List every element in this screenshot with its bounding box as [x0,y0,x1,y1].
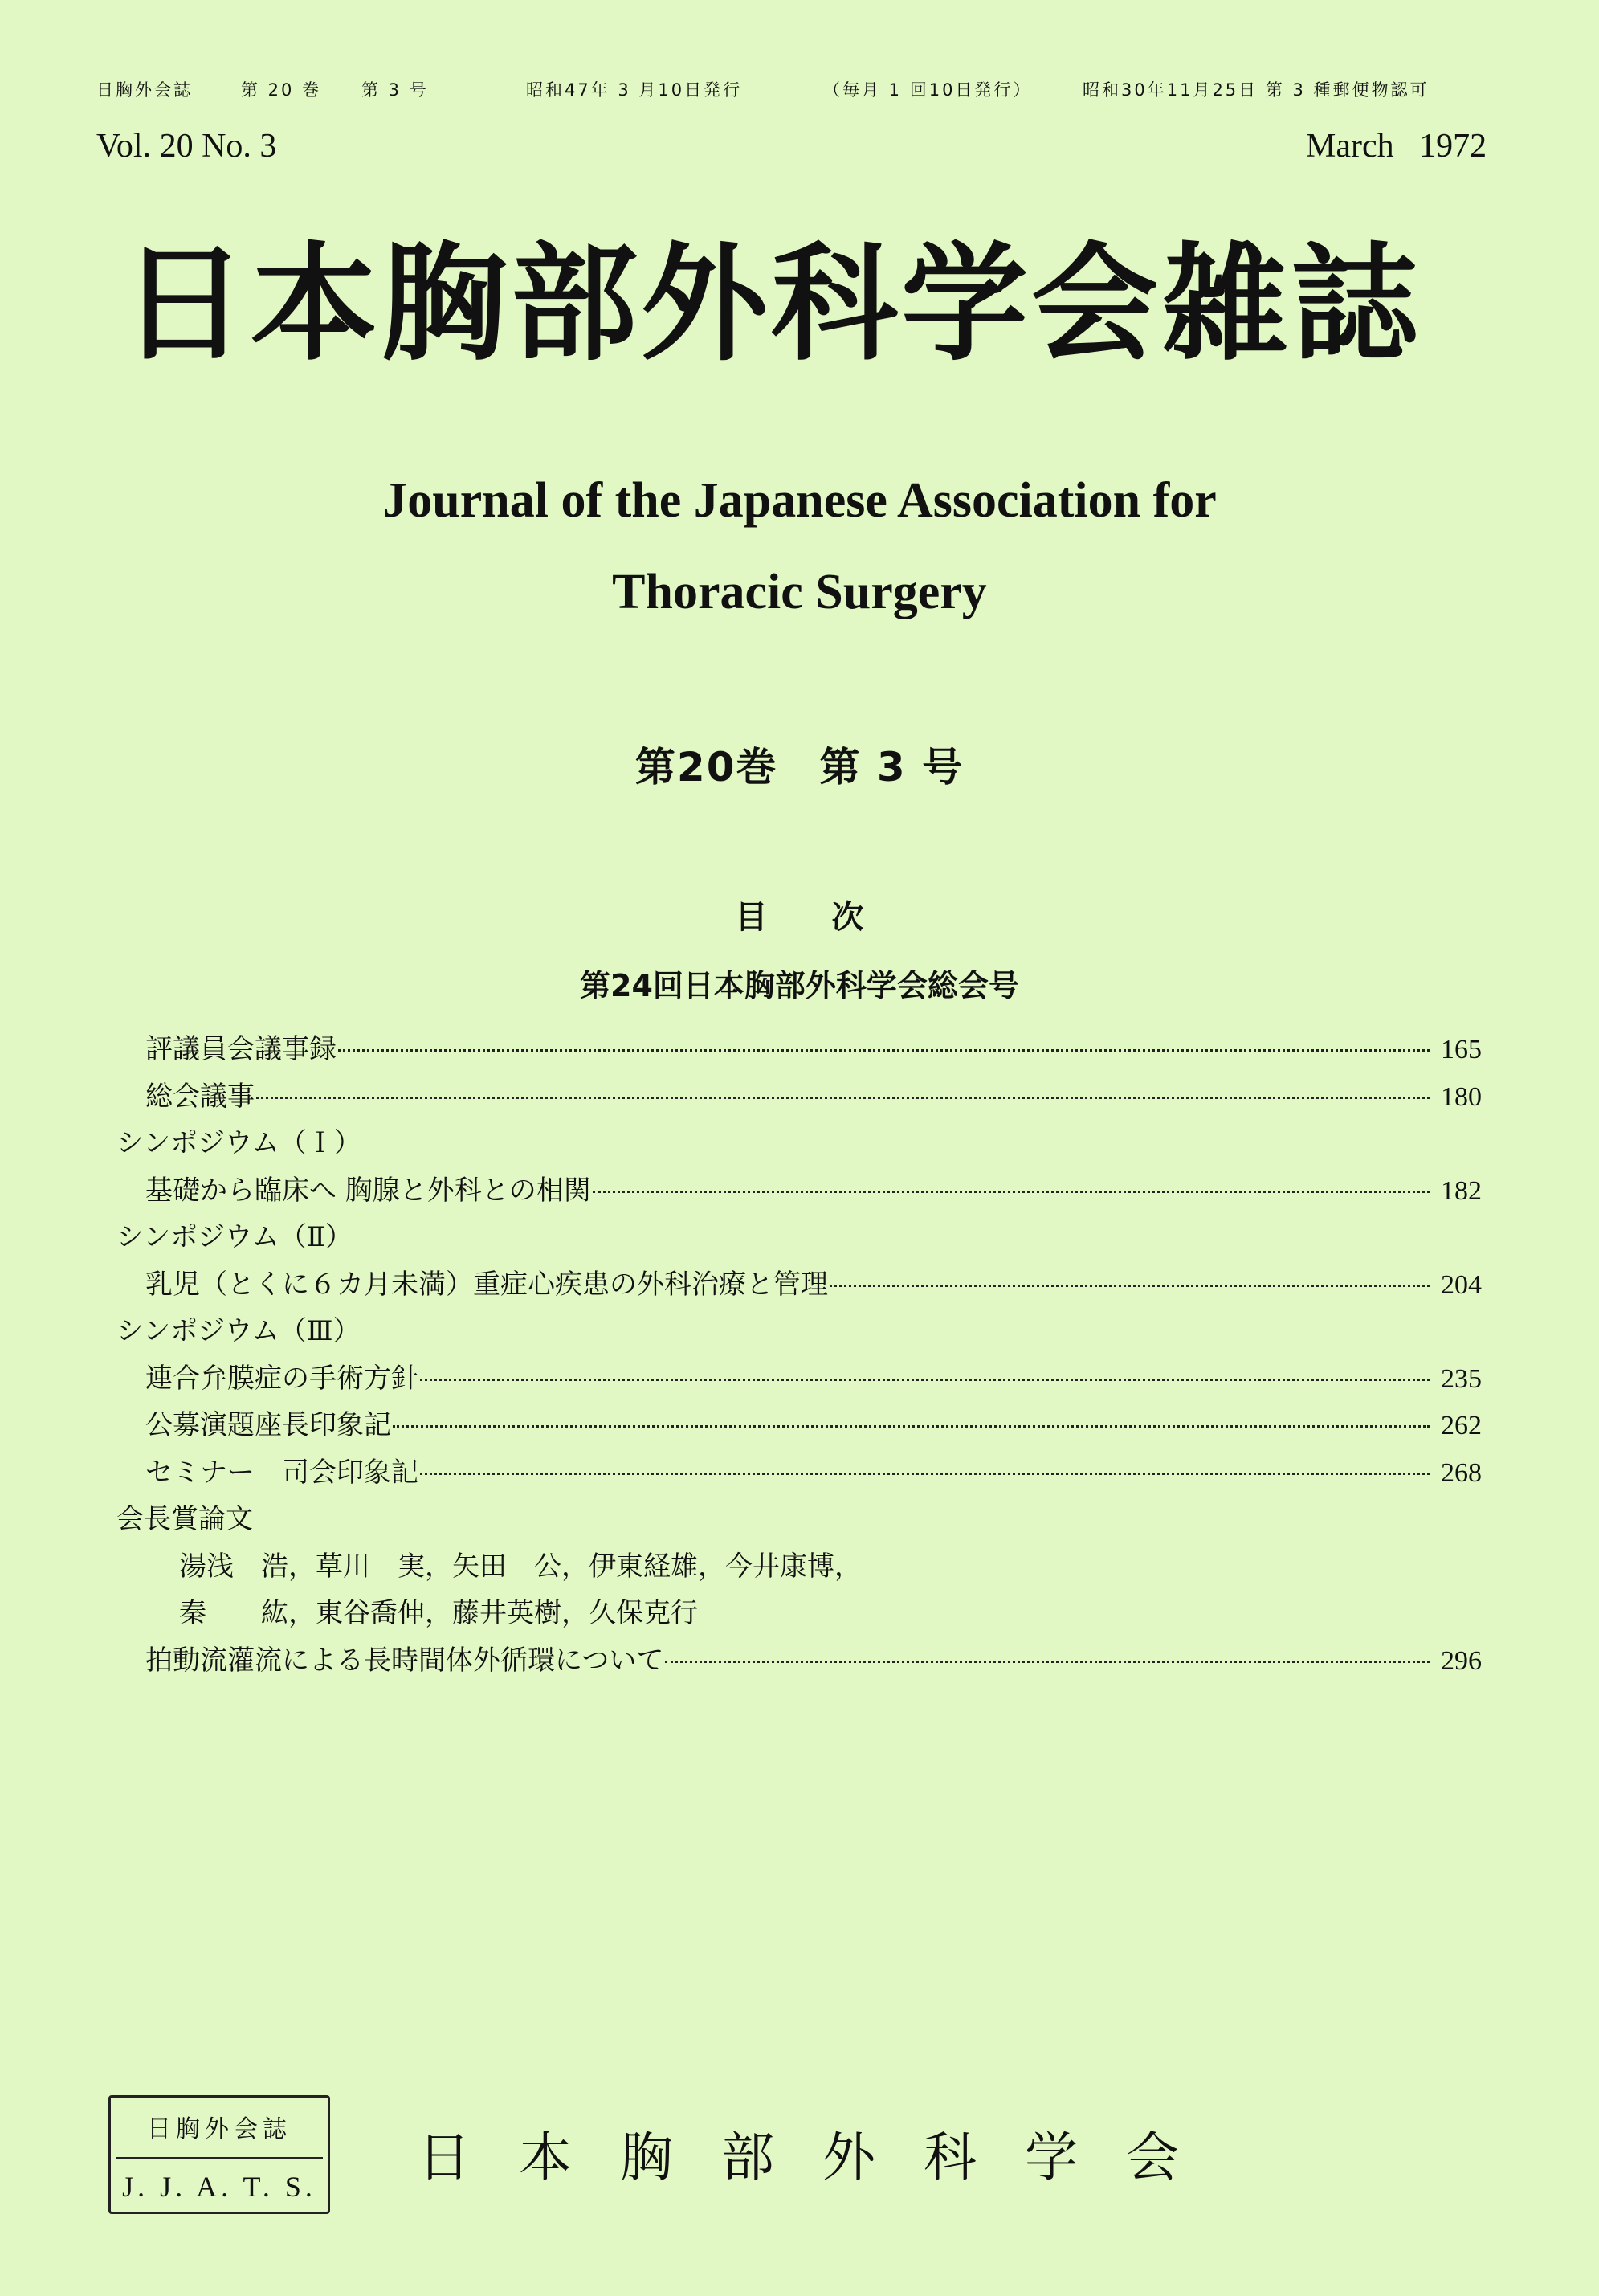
toc-section-title: 会長賞論文 [116,1503,253,1535]
toc-entry[interactable] [116,1027,1482,1074]
leader-dots [338,1049,1430,1052]
publish-frequency: （毎月 1 回10日発行） [823,80,1033,100]
toc-section-title: シンポジウム（Ⅲ） [116,1315,361,1347]
toc-section-heading [116,1497,1482,1544]
toc-entry[interactable] [116,1403,1482,1450]
leader-dots [665,1661,1430,1663]
toc-entry-title: 基礎から臨床へ 胸腺と外科との相関 [145,1174,591,1207]
stamp-divider [116,2157,323,2159]
toc-heading: 目 次 [735,899,864,936]
leader-dots [393,1425,1430,1428]
journal-abbrev-stamp [108,2095,330,2214]
leader-dots [593,1191,1430,1193]
toc-entry-page: 296 [1441,1645,1482,1676]
stamp-abbrev-jp: 日胸外会誌 [147,2115,292,2143]
toc-entry-page: 262 [1441,1411,1482,1440]
toc-authors [116,1591,1482,1638]
number-jp: 第 3 号 [361,80,429,100]
toc-entry[interactable] [116,1262,1482,1309]
journal-abbrev: 日胸外会誌 [96,80,193,100]
journal-title-jp: 日本胸部外科学会雑誌 [120,231,1422,378]
leader-dots [420,1473,1430,1475]
toc-section-title: シンポジウム（Ｉ） [116,1127,361,1159]
leader-dots [256,1097,1430,1099]
toc-entry[interactable] [116,1356,1482,1403]
toc-authors [116,1544,1482,1591]
toc-entry-page: 182 [1441,1175,1482,1206]
journal-title-en-line2: Thoracic Surgery [612,565,987,619]
toc-entry-title: 評議員会議事録 [145,1033,337,1065]
table-of-contents [116,1027,1482,1685]
toc-entry-title: 乳児（とくに６カ月未満）重症心疾患の外科治療と管理 [145,1268,828,1301]
issue-label: 第20巻 第 3 号 [634,744,965,791]
toc-entry-page: 180 [1441,1081,1482,1112]
toc-entry-title: 総会議事 [145,1080,255,1113]
toc-authors-line: 湯浅 浩，草川 実，矢田 公，伊東経雄，今井康博， [179,1550,862,1583]
toc-entry-title: セミナー 司会印象記 [145,1456,418,1489]
toc-entry[interactable] [116,1168,1482,1215]
toc-entry-page: 165 [1441,1035,1482,1064]
toc-entry[interactable] [116,1450,1482,1497]
toc-section-heading [116,1121,1482,1168]
toc-entry-page: 204 [1441,1269,1482,1300]
volume-jp: 第 20 巻 [241,80,322,100]
publisher-name: 日本胸部外科学会 [418,2126,1227,2188]
toc-entry[interactable] [116,1638,1482,1685]
toc-authors-line: 秦 紘，東谷喬伸，藤井英樹，久保克行 [179,1597,698,1629]
leader-dots [830,1285,1430,1287]
toc-subheading: 第24回日本胸部外科学会総会号 [580,968,1019,1003]
toc-entry-title: 拍動流灌流による長時間体外循環について [145,1644,664,1677]
issue-date: March 1972 [1306,128,1487,165]
toc-entry[interactable] [116,1074,1482,1121]
toc-entry-page: 268 [1441,1457,1482,1488]
toc-entry-page: 235 [1441,1363,1482,1394]
toc-section-title: シンポジウム（Ⅱ） [116,1221,353,1253]
postal-permit: 昭和30年11月25日 第 3 種郵便物認可 [1083,80,1430,100]
stamp-abbrev-en: J. J. A. T. S. [122,2171,316,2203]
toc-section-heading [116,1215,1482,1262]
toc-entry-title: 公募演題座長印象記 [145,1409,391,1441]
publish-date: 昭和47年 3 月10日発行 [526,80,743,100]
leader-dots [420,1379,1430,1381]
toc-section-heading [116,1309,1482,1356]
volume-number: Vol. 20 No. 3 [96,128,277,165]
journal-title-en-line1: Journal of the Japanese Association for [382,473,1217,528]
toc-entry-title: 連合弁膜症の手術方針 [145,1362,418,1395]
